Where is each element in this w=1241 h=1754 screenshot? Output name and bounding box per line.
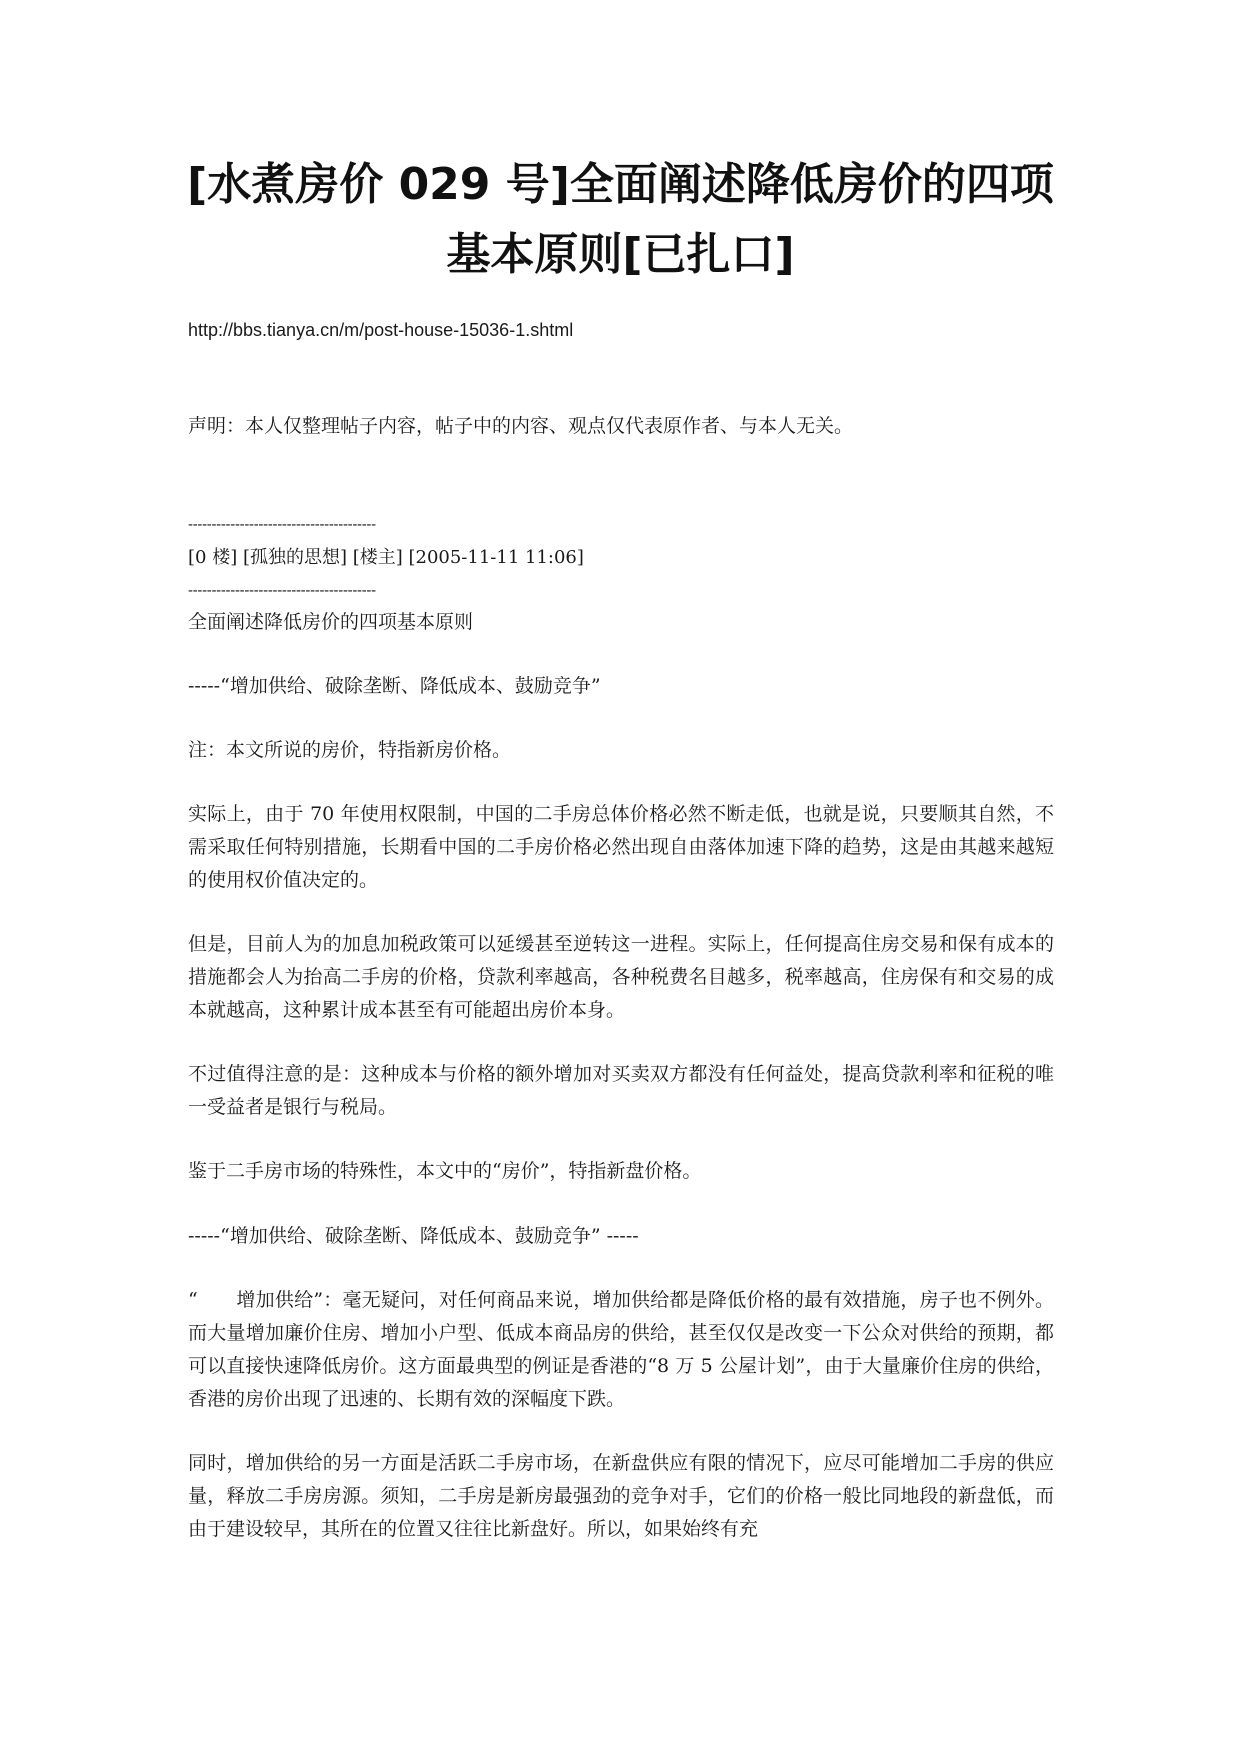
- principles-quote-2: -----“增加供给、破除垄断、降低成本、鼓励竞争” -----: [188, 1225, 639, 1247]
- paragraph-3: 不过值得注意的是：这种成本与价格的额外增加对买卖双方都没有任何益处，提高贷款利率和征税的唯一受益者是银行与税局。: [188, 1063, 1054, 1118]
- divider-top: ----------------------------------------: [188, 516, 376, 533]
- principles-quote: -----“增加供给、破除垄断、降低成本、鼓励竞争”: [188, 675, 601, 697]
- title-line-2: 基本原则[已扎口]: [446, 229, 795, 280]
- title-line-1: [水煮房价 029 号]全面阐述降低房价的四项: [187, 159, 1054, 210]
- paragraph-6: 同时，增加供给的另一方面是活跃二手房市场，在新盘供应有限的情况下，应尽可能增加二手房的供应量，释放二手房房源。须知，二手房是新房最强劲的竞争对手，它们的价格一般比同地段的新盘低，而由于建设较早，其所在的位置又往往比新盘好。所以，如果始终有充: [188, 1452, 1054, 1540]
- article-subtitle: 全面阐述降低房价的四项基本原则: [188, 611, 474, 633]
- post-meta: [0 楼] [孤独的思想] [楼主] [2005-11-11 11:06]: [188, 547, 584, 568]
- source-url: http://bbs.tianya.cn/m/post-house-15036-1.shtml: [188, 320, 574, 340]
- paragraph-1: 实际上，由于 70 年使用权限制，中国的二手房总体价格必然不断走低，也就是说，只要顺其自然，不需采取任何特别措施，长期看中国的二手房价格必然出现自由落体加速下降的趋势，这是由其越来越短的使用权价值决定的。: [188, 803, 1054, 891]
- divider-bottom: ----------------------------------------: [188, 582, 376, 599]
- disclaimer: 声明：本人仅整理帖子内容，帖子中的内容、观点仅代表原作者、与本人无关。: [188, 415, 854, 437]
- note-paragraph: 注：本文所说的房价，特指新房价格。: [188, 739, 512, 761]
- document-title: [150, 150, 1091, 290]
- paragraph-2: 但是，目前人为的加息加税政策可以延缓甚至逆转这一进程。实际上，任何提高住房交易和保有成本的措施都会人为抬高二手房的价格，贷款利率越高，各种税费名目越多，税率越高，住房保有和交易的成本就越高，这种累计成本甚至有可能超出房价本身。: [188, 933, 1054, 1021]
- paragraph-5: “ 增加供给”：毫无疑问，对任何商品来说，增加供给都是降低价格的最有效措施，房子也不例外。而大量增加廉价住房、增加小户型、低成本商品房的供给，甚至仅仅是改变一下公众对供给的预期，都可以直接快速降低房价。这方面最典型的例证是香港的“8 万 5 公屋计划”，由于大量廉价住房的供给，香港的房价出现了迅速的、长期有效的深幅度下跌。: [188, 1289, 1054, 1410]
- paragraph-4: 鉴于二手房市场的特殊性，本文中的“房价”，特指新盘价格。: [188, 1160, 702, 1182]
